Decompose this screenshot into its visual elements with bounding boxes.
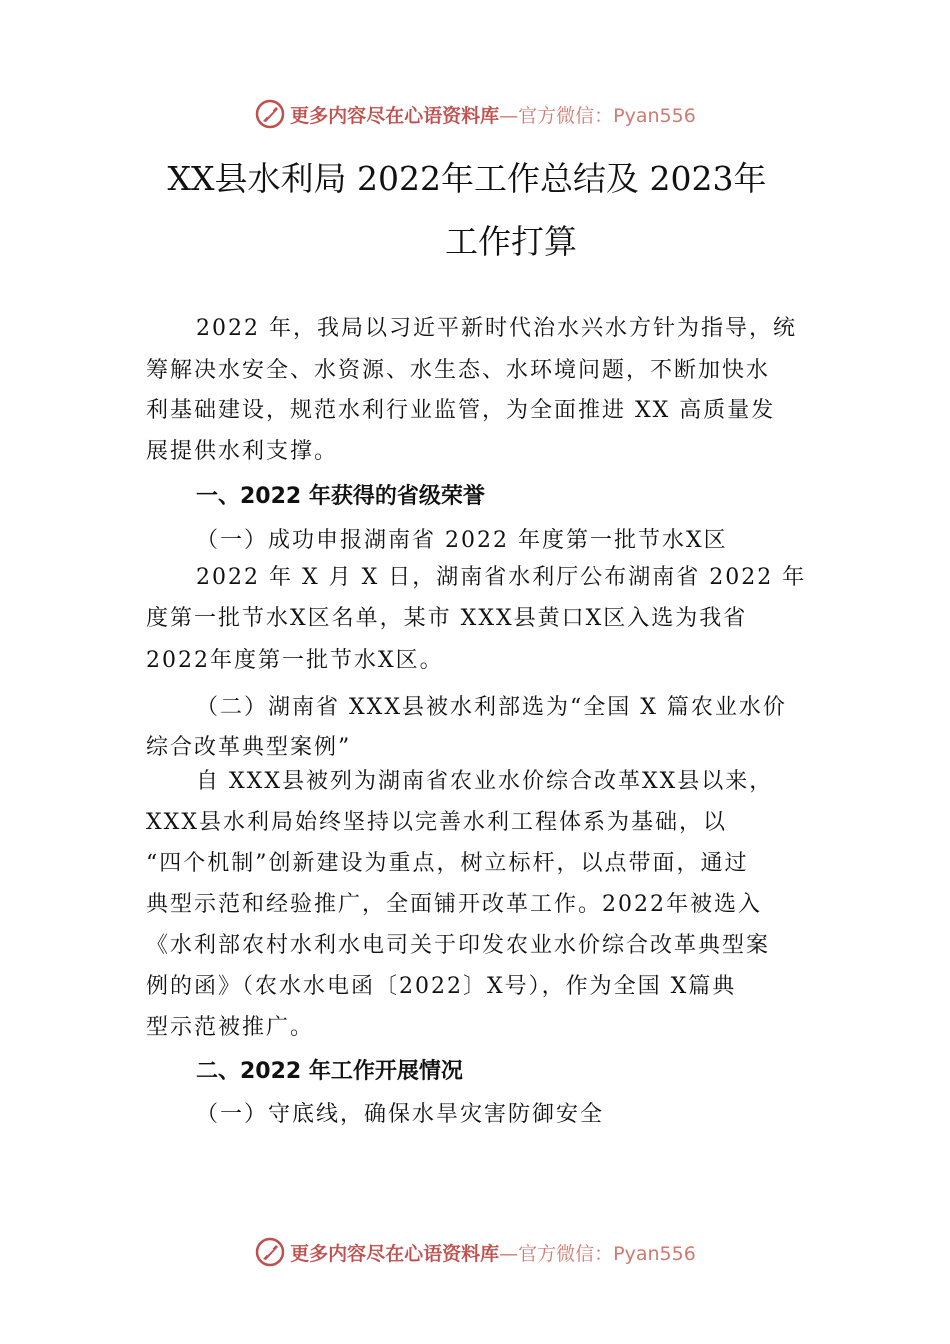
subsection-heading-2-line-1: （二）湖南省 XXX县被水利部选为“全国 X 篇农业水价 bbox=[196, 695, 787, 720]
watermark-header bbox=[0, 94, 950, 134]
watermark-text bbox=[290, 1239, 696, 1266]
section-heading-1: 一、2022 年获得的省级荣誉 bbox=[196, 484, 485, 509]
para2-line-6: 例的函》（农水水电函〔2022〕X号），作为全国 X篇典 bbox=[146, 974, 737, 999]
feather-pen-logo-icon bbox=[254, 98, 286, 130]
watermark-contact: —官方微信：Pyan556 bbox=[499, 104, 696, 127]
subsection-heading-3: （一）守底线，确保水旱灾害防御安全 bbox=[196, 1102, 605, 1127]
intro-line-1: 2022 年，我局以习近平新时代治水兴水方针为指导，统 bbox=[196, 316, 797, 341]
watermark-footer bbox=[0, 1232, 950, 1272]
document-title-line-2: 工作打算 bbox=[445, 222, 577, 261]
intro-line-4: 展提供水利支撑。 bbox=[146, 439, 339, 464]
watermark-brand: 更多内容尽在心语资料库 bbox=[290, 104, 500, 127]
para1-line-1: 2022 年 X 月 X 日，湖南省水利厅公布湖南省 2022 年 bbox=[196, 565, 807, 590]
para2-line-5: 《水利部农村水利水电司关于印发农业水价综合改革典型案 bbox=[146, 933, 771, 958]
para2-line-1: 自 XXX县被列为湖南省农业水价综合改革XX县以来， bbox=[196, 769, 774, 794]
para1-line-3: 2022年度第一批节水X区。 bbox=[146, 648, 444, 673]
para2-line-7: 型示范被推广。 bbox=[146, 1015, 315, 1040]
subsection-heading-1: （一）成功申报湖南省 2022 年度第一批节水X区 bbox=[196, 528, 728, 553]
subsection-heading-2-line-2: 综合改革典型案例” bbox=[146, 735, 352, 760]
section-heading-2: 二、2022 年工作开展情况 bbox=[196, 1059, 463, 1084]
para2-line-4: 典型示范和经验推广，全面铺开改革工作。2022年被选入 bbox=[146, 892, 762, 917]
watermark-brand: 更多内容尽在心语资料库 bbox=[290, 1242, 500, 1265]
intro-line-3: 利基础建设，规范水利行业监管，为全面推进 XX 高质量发 bbox=[146, 398, 776, 423]
intro-line-2: 筹解决水安全、水资源、水生态、水环境问题，不断加快水 bbox=[146, 358, 771, 383]
watermark-text bbox=[290, 101, 696, 128]
para1-line-2: 度第一批节水X区名单，某市 XXX县黄口X区入选为我省 bbox=[146, 606, 748, 631]
watermark-contact: —官方微信：Pyan556 bbox=[499, 1242, 696, 1265]
feather-pen-logo-icon bbox=[254, 1236, 286, 1268]
para2-line-3: “四个机制”创新建设为重点，树立标杆，以点带面，通过 bbox=[146, 851, 749, 876]
document-title-line-1: XX县水利局 2022年工作总结及 2023年 bbox=[167, 159, 767, 198]
para2-line-2: XXX县水利局始终坚持以完善水利工程体系为基础，以 bbox=[146, 810, 727, 835]
